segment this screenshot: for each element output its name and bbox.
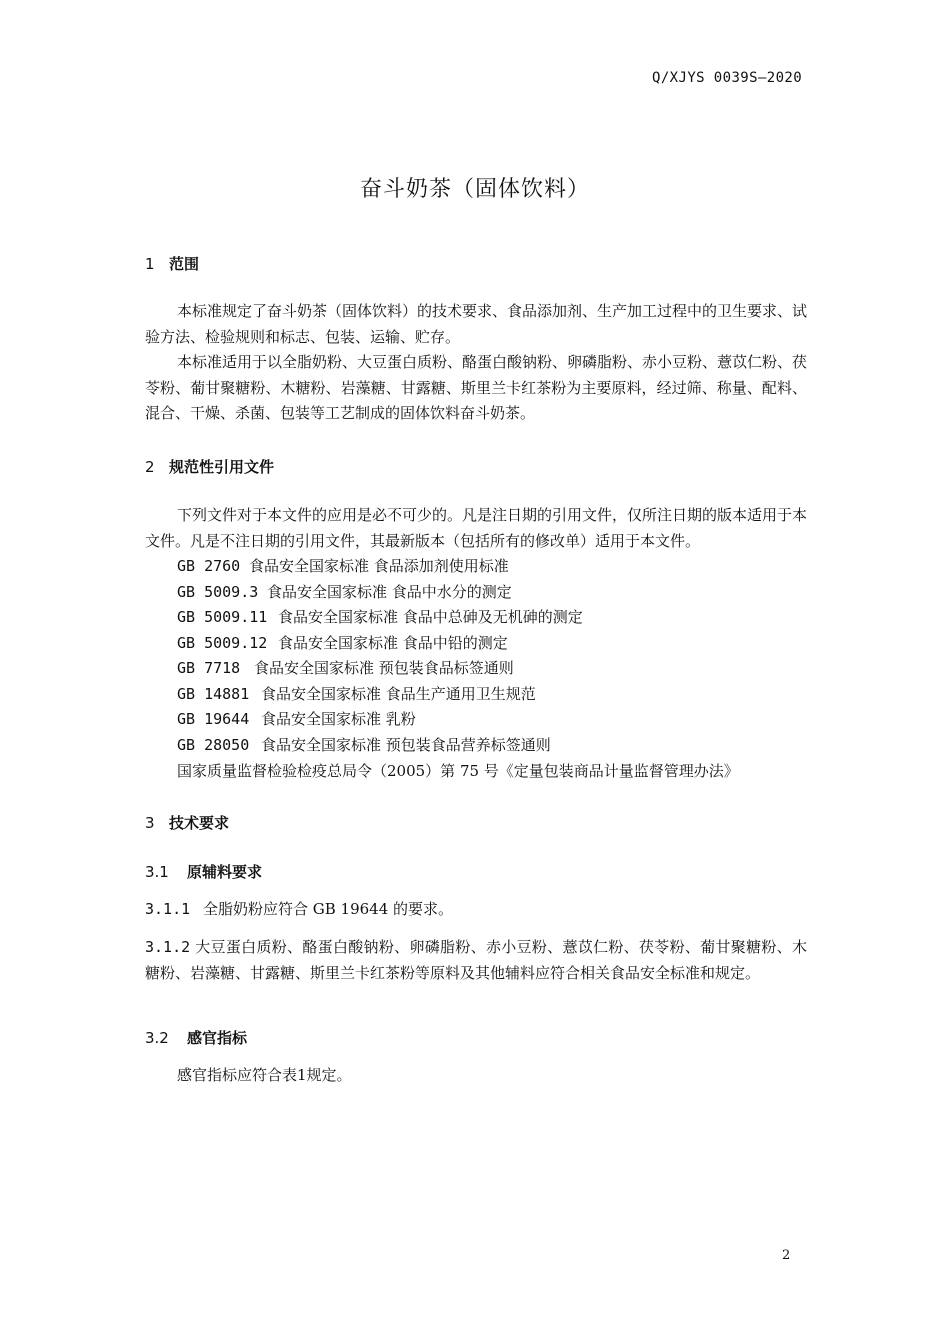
reference-item bbox=[177, 581, 512, 602]
section-1-body bbox=[145, 299, 807, 427]
section-3-1-number: 3.1 bbox=[145, 863, 169, 881]
reference-code: GB 14881 bbox=[177, 685, 250, 703]
reference-code: GB 5009.3 bbox=[177, 583, 259, 601]
page-number: 2 bbox=[782, 1248, 791, 1263]
section-1-title: 范围 bbox=[169, 255, 200, 273]
section-1-paragraph: 本标准适用于以全脂奶粉、大豆蛋白质粉、酪蛋白酸钠粉、卵磷脂粉、赤小豆粉、薏苡仁粉、茯苓粉、葡甘聚糖粉、木糖粉、岩藻糖、甘露糖、斯里兰卡红茶粉为主要原料，经过筛、称量、配料、混合、干燥、杀菌、包装等工艺制成的固体饮料奋斗奶茶。 bbox=[145, 353, 808, 422]
section-3-2-heading bbox=[145, 1027, 247, 1048]
reference-code: GB 19644 bbox=[177, 710, 250, 728]
section-2-heading bbox=[145, 456, 274, 477]
reference-code: GB 7718 bbox=[177, 659, 241, 677]
section-3-1-heading bbox=[145, 861, 262, 882]
reference-title: 食品安全国家标准 预包装食品标签通则 bbox=[254, 659, 514, 677]
section-3-2-text: 感官指标应符合表1规定。 bbox=[177, 1066, 352, 1084]
section-3-heading bbox=[145, 812, 229, 833]
section-3-title: 技术要求 bbox=[169, 814, 230, 832]
clause-number: 3.1.2 bbox=[145, 938, 191, 956]
reference-item bbox=[177, 734, 551, 755]
reference-title: 食品安全国家标准 乳粉 bbox=[261, 710, 416, 728]
section-3-2-number: 3.2 bbox=[145, 1029, 169, 1047]
document-code: Q/XJYS 0039S—2020 bbox=[652, 70, 803, 86]
reference-item bbox=[177, 555, 509, 576]
clause-3-1-2 bbox=[145, 935, 807, 986]
reference-title: 食品安全国家标准 食品中水分的测定 bbox=[267, 583, 512, 601]
section-3-2-title: 感官指标 bbox=[187, 1029, 248, 1047]
document-title: 奋斗奶茶（固体饮料） bbox=[359, 177, 590, 202]
clause-text: 大豆蛋白质粉、酪蛋白酸钠粉、卵磷脂粉、赤小豆粉、薏苡仁粉、茯苓粉、葡甘聚糖粉、木糖粉、岩藻糖、甘露糖、斯里兰卡红茶粉等原料及其他辅料应符合相关食品安全标准和规定。 bbox=[145, 938, 807, 982]
clause-text: 全脂奶粉应符合 GB 19644 的要求。 bbox=[203, 900, 454, 918]
reference-title: 食品安全国家标准 食品生产通用卫生规范 bbox=[261, 685, 536, 703]
reference-item bbox=[177, 683, 536, 704]
reference-item bbox=[177, 632, 508, 653]
reference-item-regulation: 国家质量监督检验检疫总局令（2005）第 75 号《定量包装商品计量监督管理办法》 bbox=[177, 762, 739, 780]
section-2-intro bbox=[145, 503, 807, 554]
section-1-number: 1 bbox=[145, 255, 155, 273]
reference-item bbox=[177, 606, 583, 627]
section-1-heading bbox=[145, 253, 199, 274]
reference-code: GB 5009.12 bbox=[177, 634, 268, 652]
reference-code: GB 5009.11 bbox=[177, 608, 268, 626]
section-1-paragraph: 本标准规定了奋斗奶茶（固体饮料）的技术要求、食品添加剂、生产加工过程中的卫生要求、试验方法、检验规则和标志、包装、运输、贮存。 bbox=[145, 302, 808, 346]
section-2-title: 规范性引用文件 bbox=[169, 458, 275, 476]
section-2-intro-text: 下列文件对于本文件的应用是必不可少的。凡是注日期的引用文件，仅所注日期的版本适用于本文件。凡是不注日期的引用文件，其最新版本（包括所有的修改单）适用于本文件。 bbox=[145, 506, 808, 550]
reference-item bbox=[177, 708, 416, 729]
reference-item bbox=[177, 657, 514, 678]
section-3-1-title: 原辅料要求 bbox=[187, 863, 263, 881]
section-2-number: 2 bbox=[145, 458, 155, 476]
clause-3-1-1 bbox=[145, 897, 453, 923]
clause-number: 3.1.1 bbox=[145, 900, 191, 918]
reference-code: GB 2760 bbox=[177, 557, 241, 575]
reference-title: 食品安全国家标准 食品中总砷及无机砷的测定 bbox=[278, 608, 583, 626]
reference-title: 食品安全国家标准 食品添加剂使用标准 bbox=[249, 557, 509, 575]
reference-title: 食品安全国家标准 食品中铅的测定 bbox=[278, 634, 508, 652]
section-3-number: 3 bbox=[145, 814, 155, 832]
reference-code: GB 28050 bbox=[177, 736, 250, 754]
reference-title: 食品安全国家标准 预包装食品营养标签通则 bbox=[261, 736, 551, 754]
